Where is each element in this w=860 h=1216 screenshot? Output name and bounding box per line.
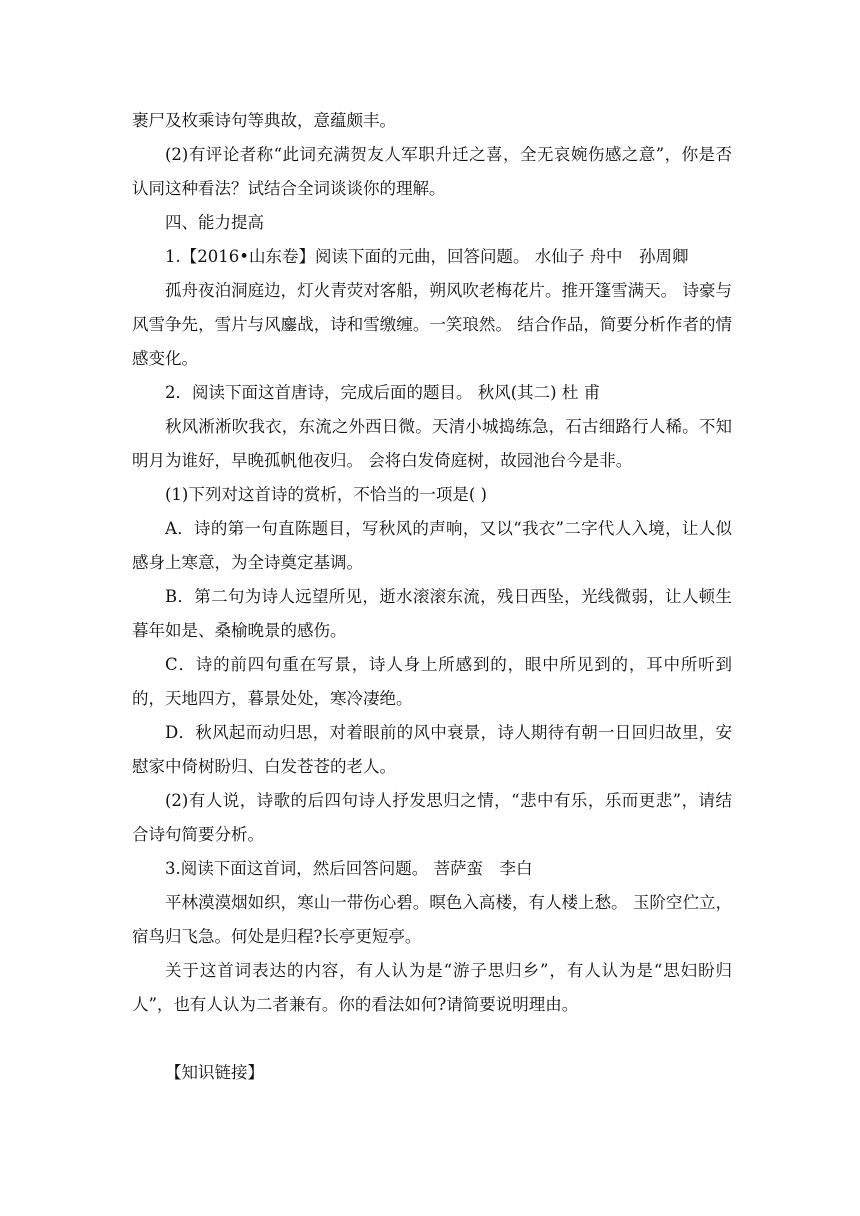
question-1-header: 1.【2016•山东卷】阅读下面的元曲，回答问题。 水仙子 舟中 孙周卿 [165, 247, 689, 266]
option-c: C．诗的前四句重在写景，诗人身上所感到的，眼中所见到的，耳中所听到的，天地四方，暮景处处，寒冷凄绝。 [132, 655, 732, 708]
question-1-2: (2)有评论者称“此词充满贺友人军职升迁之喜，全无哀婉伤感之意”，你是否认同这种看法？试结合全词谈谈你的理解。 [132, 145, 732, 198]
question-3-header: 3.阅读下面这首词，然后回答问题。 菩萨蛮 李白 [165, 859, 533, 878]
option-a: A．诗的第一句直陈题目，写秋风的声响，又以“我衣”二字代人入境，让人似感身上寒意，为全诗奠定基调。 [132, 519, 732, 572]
poem-qiufeng: 秋风淅淅吹我衣，东流之外西日微。天清小城捣练急，石古细路行人稀。不知明月为谁好，早晚孤帆他夜归。 会将白发倚庭树，故园池台今是非。 [132, 417, 732, 470]
knowledge-link-heading: 【知识链接】 [165, 1063, 264, 1082]
option-d: D．秋风起而动归思，对着眼前的风中衰景，诗人期待有朝一日回归故里，安慰家中倚树盼归、白发苍苍的老人。 [132, 723, 732, 776]
question-2-1: (1)下列对这首诗的赏析，不恰当的一项是( ) [165, 485, 487, 504]
document-body [132, 104, 732, 1090]
poem-shuixianzi: 孤舟夜泊洞庭边，灯火青荧对客船，朔风吹老梅花片。推开篷雪满天。 诗豪与风雪争先，雪片与风鏖战，诗和雪缴缠。一笑琅然。 结合作品，简要分析作者的情感变化。 [132, 281, 732, 368]
paragraph-continuation: 裹尸及枚乘诗句等典故，意蕴颇丰。 [132, 111, 396, 130]
poem-pusaman: 平林漠漠烟如织，寒山一带伤心碧。暝色入高楼，有人楼上愁。 玉阶空伫立，宿鸟归飞急。何处是归程?长亭更短亭。 [132, 893, 732, 946]
question-2-2: (2)有人说，诗歌的后四句诗人抒发思归之情，“悲中有乐，乐而更悲”，请结合诗句简要分析。 [132, 791, 732, 844]
question-3-prompt: 关于这首词表达的内容，有人认为是“游子思归乡”，有人认为是“思妇盼归人”，也有人认为二者兼有。你的看法如何?请简要说明理由。 [132, 961, 732, 1014]
question-2-header: 2．阅读下面这首唐诗，完成后面的题目。 秋风(其二) 杜 甫 [165, 383, 601, 402]
section-heading-ability: 四、能力提高 [165, 213, 264, 232]
option-b: B．第二句为诗人远望所见，逝水滚滚东流，残日西坠，光线微弱，让人顿生暮年如是、桑榆晚景的感伤。 [132, 587, 732, 640]
